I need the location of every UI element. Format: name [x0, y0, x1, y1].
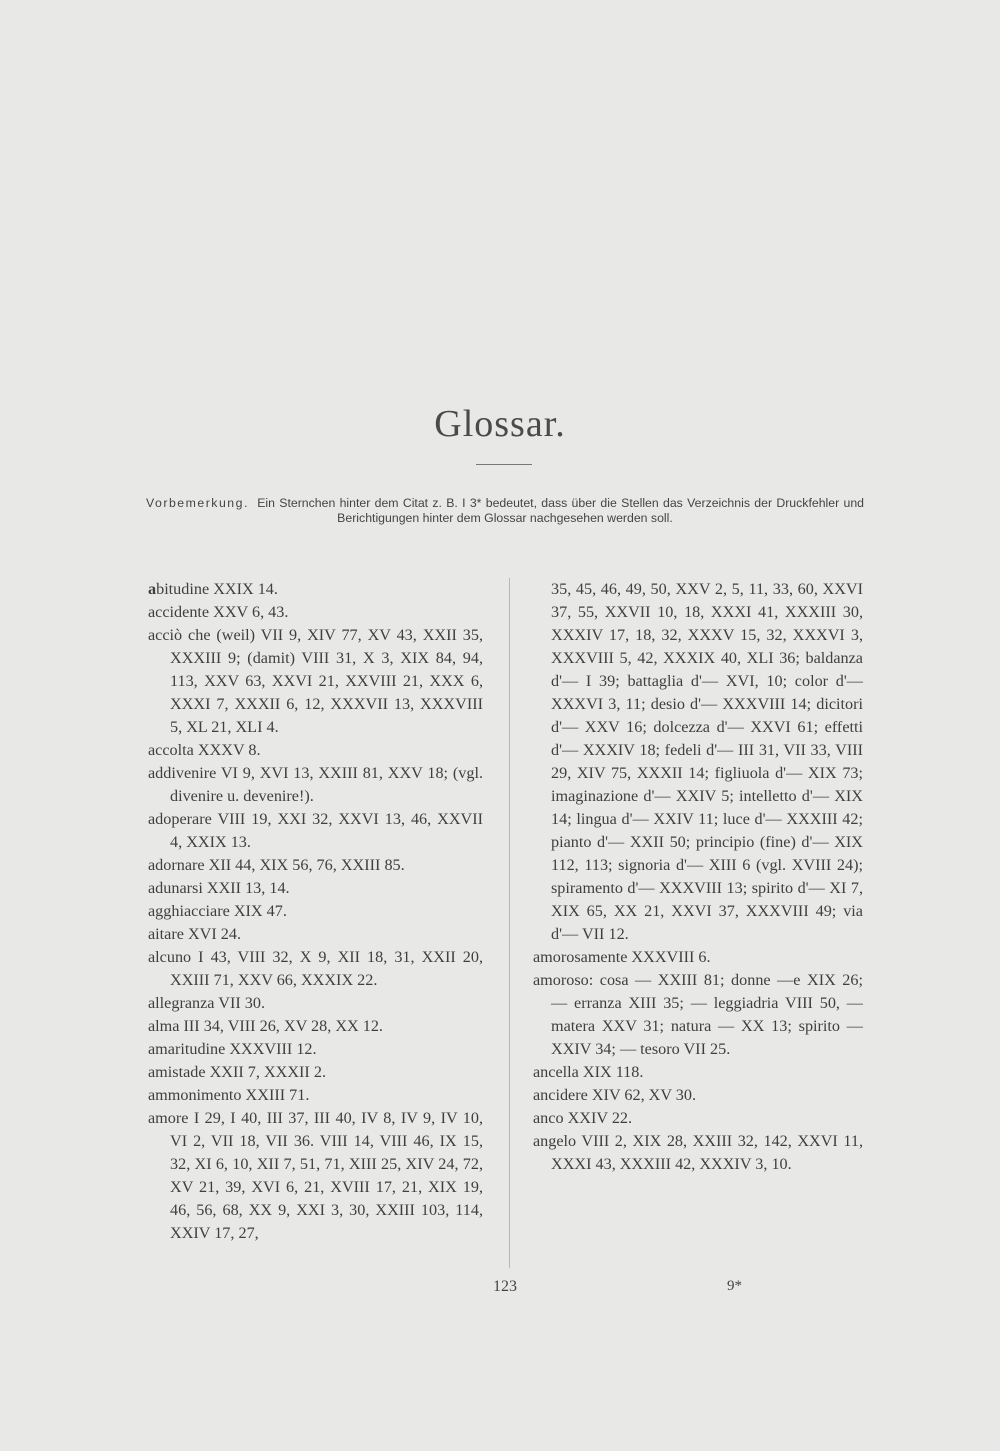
page-number: 123 [493, 1278, 517, 1295]
glossary-entry: allegranza VII 30. [148, 994, 266, 1012]
column-divider [509, 578, 510, 1268]
glossary-entry: anco XXIV 22. [533, 1109, 633, 1127]
glossary-entry: accolta XXXV 8. [148, 741, 261, 759]
glossary-entry: adoperare VIII 19, XXI 32, XXVI 13, 46, XXVII 4, XXIX 13. [148, 810, 483, 851]
glossary-entry: ancidere XIV 62, XV 30. [533, 1086, 697, 1104]
glossary-entry: adunarsi XXII 13, 14. [148, 879, 290, 897]
glossary-entry: amorosamente XXXVIII 6. [533, 948, 711, 966]
glossary-entry: aitare XVI 24. [148, 925, 242, 943]
glossary-entry: addivenire VI 9, XVI 13, XXIII 81, XXV 18; (vgl. divenire u. devenire!). [148, 764, 483, 805]
glossary-entry-continuation: 35, 45, 46, 49, 50, XXV 2, 5, 11, 33, 60, XXVI 37, 55, XXVII 10, 18, XXXI 41, XXXIII 30, XXXIV 17, 18, 32, XXXV 15, 32, XXXVI 3, XXXVIII 5, 42, XXXIX 40, XLI 36; baldanza d'— I 39; battaglia d'— XVI, 10; color d'— XXXVI 3, 11; desio d'— XXXVIII 14; dicitori d'— XXV 16; dolcezza d'— XXVI 61; effetti d'— XXXIV 18; fedeli d'— III 31, VII 33, VIII 29, XIV 75, XXXII 14; figliuola d'— XIX 73; imaginazione d'— XXIV 5; intelletto d'— XIX 14; lingua d'— XXIV 11; luce d'— XXXIII 42; pianto d'— XXII 50; principio (fine) d'— XIX 112, 113; signoria d'— XIII 6 (vgl. XVIII 24); spiramento d'— XXXVIII 13; spirito d'— XI 7, XIX 65, XX 21, XXVI 37, XXXVIII 49; via d'— VII 12. [551, 580, 863, 943]
glossary-column-left [148, 578, 483, 1245]
glossary-entry: acciò che (weil) VII 9, XIV 77, XV 43, XXII 35, XXXIII 9; (damit) VIII 31, X 3, XIX 84, 94, 113, XXV 63, XXVI 21, XXVIII 21, XXX 6, XXXI 7, XXXII 6, 12, XXXVII 13, XXXVIII 5, XL 21, XLI 4. [148, 626, 483, 736]
glossary-column-right [533, 578, 863, 1176]
page-title: Glossar. [434, 403, 566, 445]
glossary-entry: adornare XII 44, XIX 56, 76, XXIII 85. [148, 856, 405, 874]
signature-mark: 9* [727, 1278, 742, 1294]
glossary-entry: agghiacciare XIX 47. [148, 902, 287, 920]
glossary-entry: amistade XXII 7, XXXII 2. [148, 1063, 327, 1081]
glossary-entry: amaritudine XXXVIII 12. [148, 1040, 317, 1058]
note-text: Ein Sternchen hinter dem Citat z. B. I 3* bedeutet, dass über die Stellen das Verzeichnis der Druckfehler und Berichtigungen hinter dem Glossar nachgesehen werden soll. [257, 496, 864, 525]
glossary-entry: ancella XIX 118. [533, 1063, 644, 1081]
glossary-entry: alma III 34, VIII 26, XV 28, XX 12. [148, 1017, 383, 1035]
glossary-entry: alcuno I 43, VIII 32, X 9, XII 18, 31, XXII 20, XXIII 71, XXV 66, XXXIX 22. [148, 948, 483, 989]
glossary-entry: amoroso: cosa — XXIII 81; donne —e XIX 26; — erranza XIII 35; — leggiadria VIII 50, — matera XXV 31; natura — XX 13; spirito — XXIV 34; — tesoro VII 25. [533, 971, 863, 1058]
glossary-entry: angelo VIII 2, XIX 28, XXIII 32, 142, XXVI 11, XXXI 43, XXXIII 42, XXXIV 3, 10. [533, 1132, 863, 1173]
glossary-entry: ammonimento XXIII 71. [148, 1086, 310, 1104]
glossary-entry: amore I 29, I 40, III 37, III 40, IV 8, IV 9, IV 10, VI 2, VII 18, VII 36. VIII 14, VIII 46, IX 15, 32, XI 6, 10, XII 7, 51, 71, XIII 25, XIV 24, 72, XV 21, 39, XVI 6, 21, XVIII 17, 21, XIX 19, 46, 56, 68, XX 9, XXI 3, 30, XXIII 103, 114, XXIV 17, 27, [148, 1109, 483, 1242]
glossary-entry: abitudine XXIX 14. [148, 580, 278, 598]
preliminary-note [146, 496, 864, 526]
glossary-entry: accidente XXV 6, 43. [148, 603, 289, 621]
note-lead: Vorbemerkung. [146, 496, 249, 510]
title-rule [476, 464, 532, 465]
